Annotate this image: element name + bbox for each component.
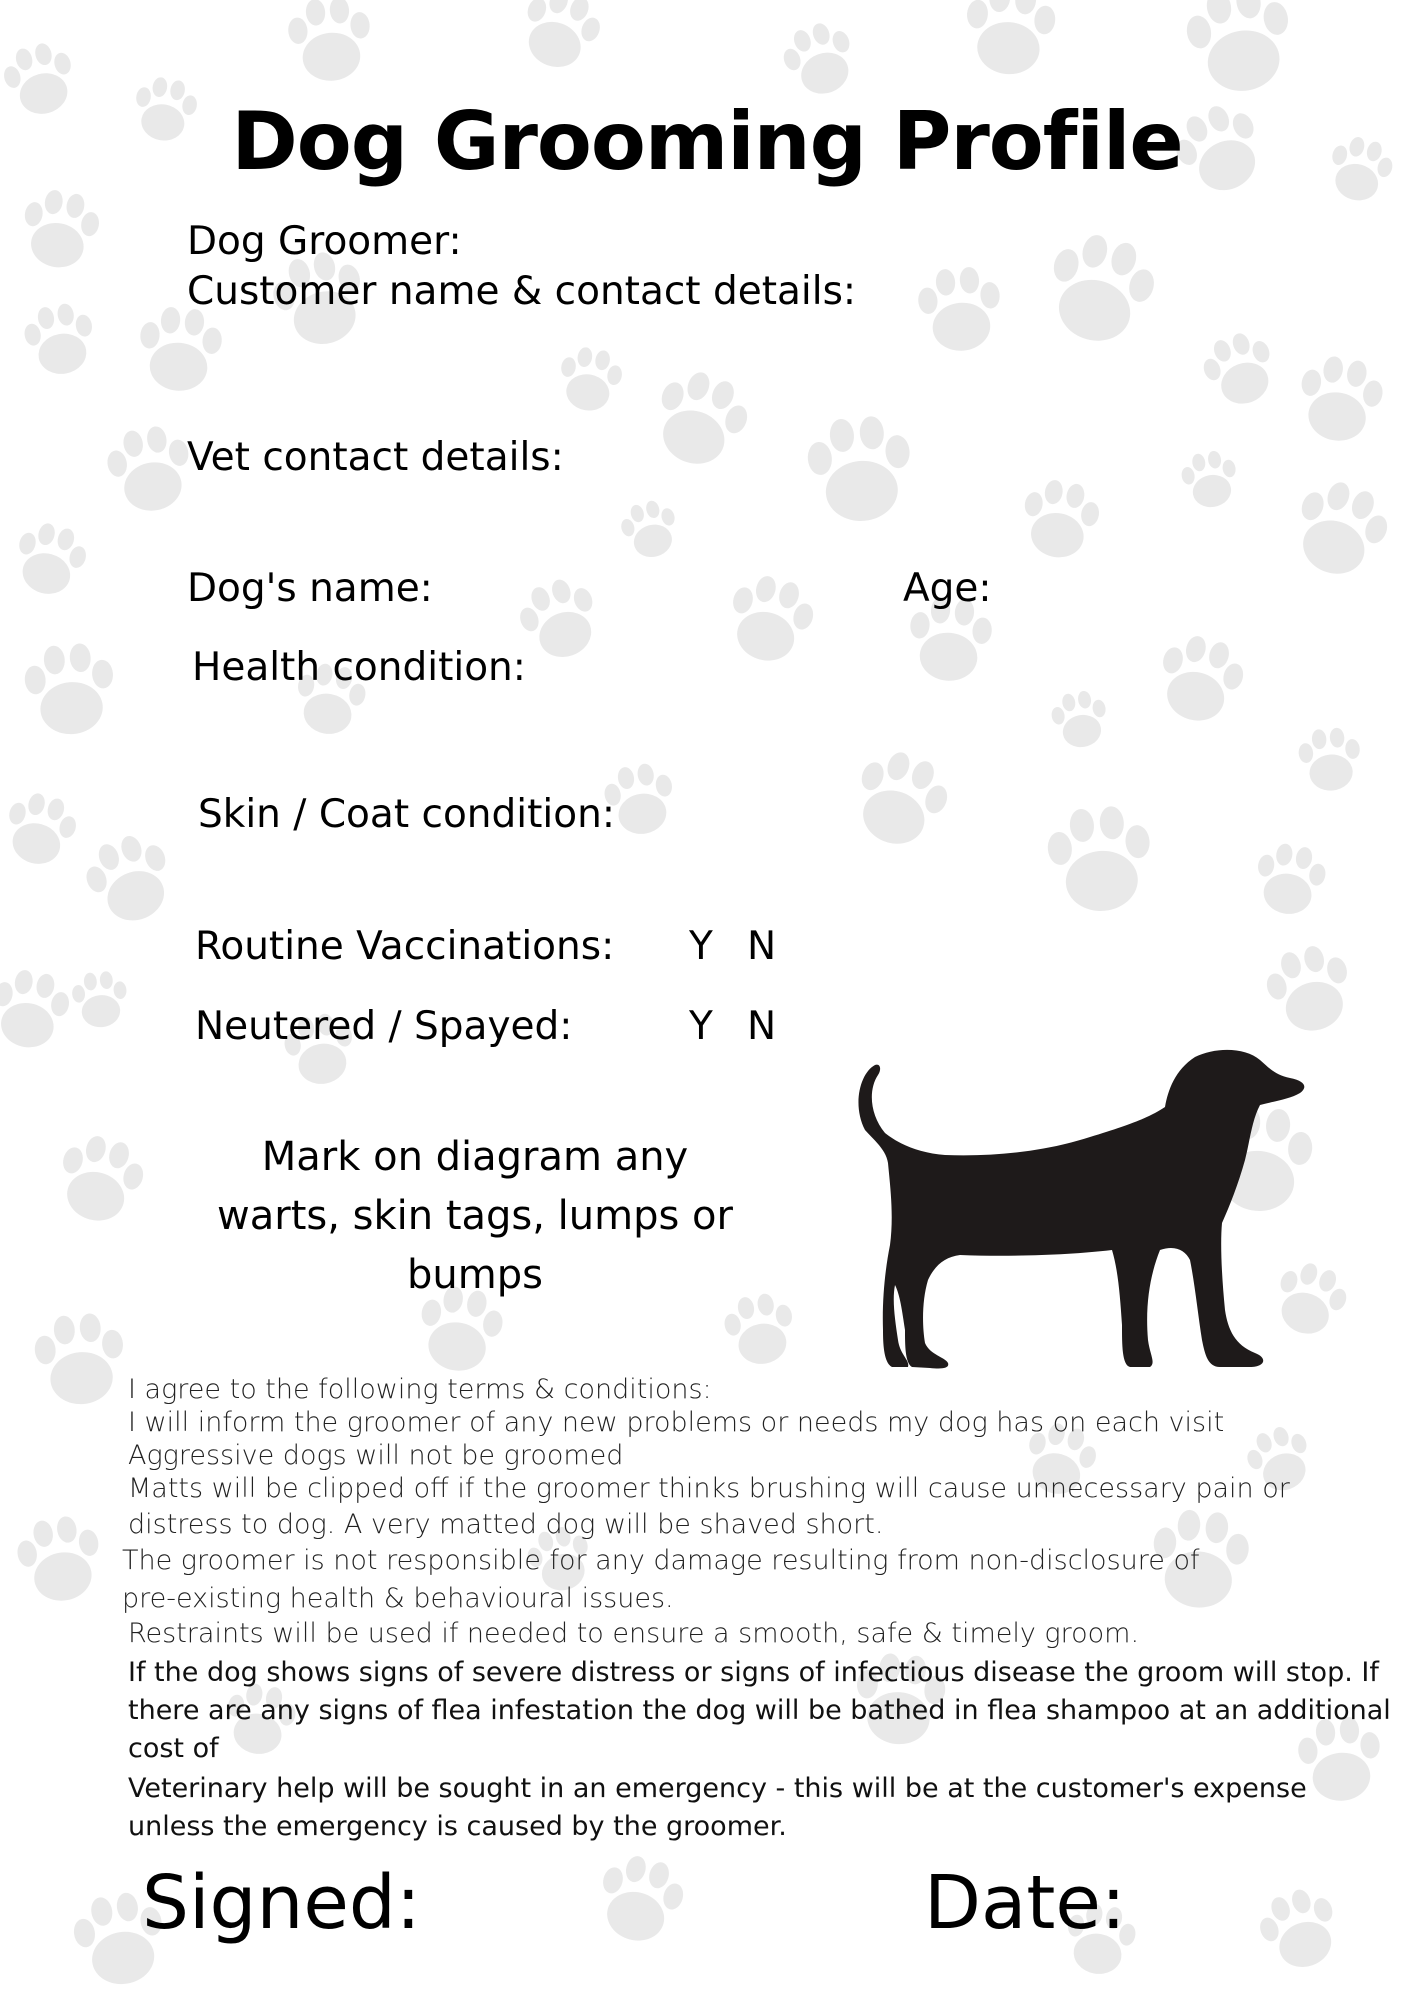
diagram-instructions-line: Mark on diagram any	[261, 1134, 689, 1180]
terms-line: The groomer is not responsible for any damage resulting from non-disclosure of	[122, 1545, 1200, 1576]
dog-name-label: Dog's name:	[187, 566, 433, 611]
age-label: Age:	[903, 566, 992, 611]
diagram-instructions-line: warts, skin tags, lumps or	[217, 1193, 733, 1239]
health-condition-label: Health condition:	[192, 645, 526, 690]
neutered-spayed-label: Neutered / Spayed:	[195, 1004, 573, 1049]
terms-line: Veterinary help will be sought in an emergency - this will be at the customer's expense	[128, 1773, 1307, 1804]
date-label: Date:	[924, 1860, 1126, 1946]
neutered-no-option[interactable]: N	[747, 1004, 777, 1049]
terms-line: Restraints will be used if needed to ensure a smooth, safe & timely groom.	[128, 1618, 1140, 1649]
skin-coat-condition-label: Skin / Coat condition:	[198, 792, 615, 837]
terms-line: Aggressive dogs will not be groomed	[128, 1440, 624, 1471]
terms-line: I will inform the groomer of any new problems or needs my dog has on each visit	[128, 1407, 1225, 1438]
terms-line: cost of	[128, 1733, 219, 1764]
page-title: Dog Grooming Profile	[231, 95, 1183, 188]
vaccinations-yes-option[interactable]: Y	[689, 924, 713, 969]
terms-line: pre-existing health & behavioural issues.	[122, 1583, 674, 1614]
terms-line: If the dog shows signs of severe distress or signs of infectious disease the groom will stop. If	[128, 1657, 1379, 1688]
terms-line: I agree to the following terms & conditions:	[128, 1374, 712, 1405]
diagram-instructions-line: bumps	[407, 1252, 543, 1298]
vet-contact-label: Vet contact details:	[187, 435, 564, 480]
vaccinations-label: Routine Vaccinations:	[195, 924, 615, 969]
neutered-yes-option[interactable]: Y	[689, 1004, 713, 1049]
terms-line: there are any signs of flea infestation the dog will be bathed in flea shampoo at an additional	[128, 1695, 1391, 1726]
dog-groomer-label: Dog Groomer:	[187, 219, 462, 264]
terms-line: distress to dog. A very matted dog will be shaved short.	[128, 1509, 884, 1540]
terms-line: unless the emergency is caused by the groomer.	[128, 1811, 787, 1842]
vaccinations-no-option[interactable]: N	[747, 924, 777, 969]
customer-contact-label: Customer name & contact details:	[187, 269, 857, 314]
dog-silhouette-diagram[interactable]	[850, 1045, 1310, 1375]
diagram-instructions	[200, 1128, 750, 1305]
signed-label: Signed:	[142, 1860, 421, 1946]
terms-line: Matts will be clipped off if the groomer thinks brushing will cause unnecessary pain or	[128, 1473, 1290, 1504]
